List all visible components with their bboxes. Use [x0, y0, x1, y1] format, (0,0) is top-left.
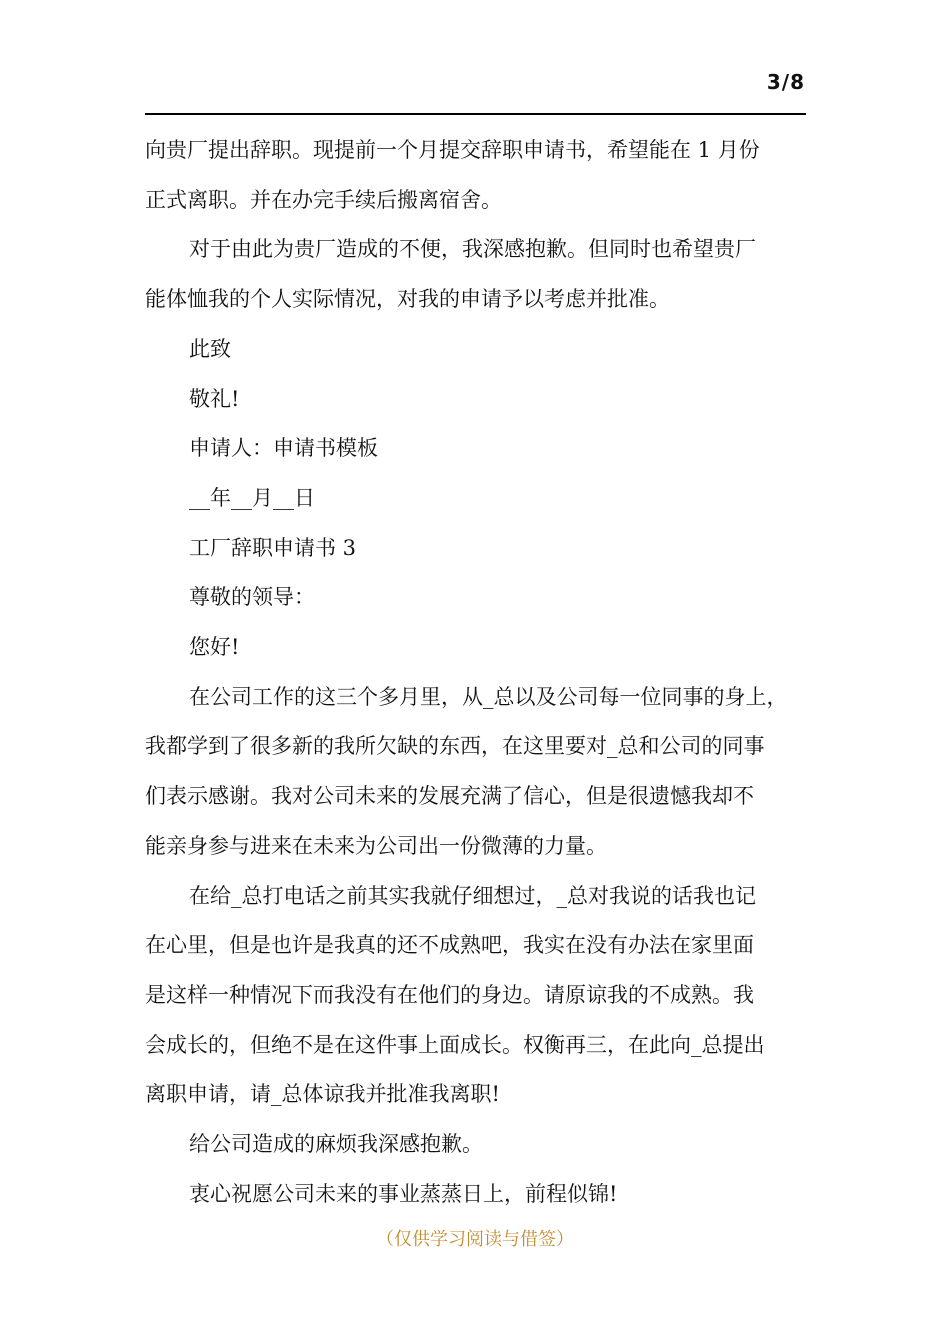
date-line: __年__月__日	[189, 485, 315, 510]
applicant-line: 申请人：申请书模板	[189, 436, 378, 461]
text-line: 此致	[189, 336, 231, 361]
text-line: 对于由此为贵厂造成的不便，我深感抱歉。但同时也希望贵厂	[189, 237, 756, 262]
greeting: 您好!	[189, 635, 240, 660]
footer-note: （仅供学习阅读与借签）	[376, 1229, 574, 1250]
text-line: 在给_总打电话之前其实我就仔细想过，_总对我说的话我也记	[189, 883, 756, 908]
text-line: 能亲身参与进来在未来为公司出一份微薄的力量。	[145, 833, 607, 858]
text-line: 是这样一种情况下而我没有在他们的身边。请原谅我的不成熟。我	[145, 982, 754, 1007]
text-line: 我都学到了很多新的我所欠缺的东西，在这里要对_总和公司的同事	[145, 734, 765, 759]
text-line: 衷心祝愿公司未来的事业蒸蒸日上，前程似锦!	[189, 1181, 618, 1206]
text-line: 离职申请，请_总体谅我并批准我离职!	[145, 1082, 500, 1107]
text-line: 敬礼!	[189, 386, 240, 411]
text-line: 向贵厂提出辞职。现提前一个月提交辞职申请书，希望能在 1 月份	[145, 138, 760, 162]
text-line: 在公司工作的这三个多月里，从_总以及公司每一位同事的身上，	[189, 684, 788, 709]
header-rule	[145, 113, 806, 115]
salutation: 尊敬的领导：	[189, 585, 315, 610]
text-line: 们表示感谢。我对公司未来的发展充满了信心，但是很遗憾我却不	[145, 784, 754, 809]
section-title: 工厂辞职申请书 3	[189, 535, 357, 560]
page-number: 3/8	[766, 70, 805, 94]
text-line: 给公司造成的麻烦我深感抱歉。	[189, 1132, 483, 1157]
document-body	[145, 126, 825, 1219]
text-line: 正式离职。并在办完手续后搬离宿舍。	[145, 187, 502, 212]
text-line: 能体恤我的个人实际情况，对我的申请予以考虑并批准。	[145, 287, 670, 312]
text-line: 会成长的，但绝不是在这件事上面成长。权衡再三，在此向_总提出	[145, 1032, 765, 1057]
text-line: 在心里，但是也许是我真的还不成熟吧，我实在没有办法在家里面	[145, 933, 754, 958]
